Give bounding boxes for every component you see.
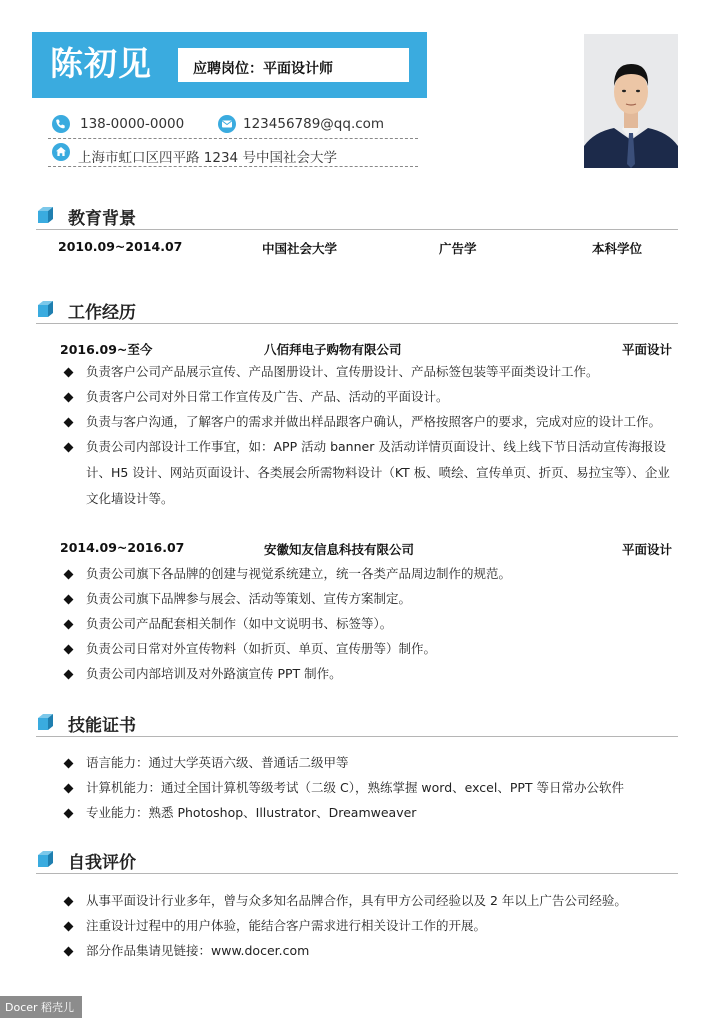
- phone-icon: [52, 115, 70, 133]
- job-role: 平面设计: [622, 342, 673, 357]
- profile-photo: [584, 34, 678, 168]
- bullet-diamond-icon: [64, 809, 74, 819]
- bullet-diamond-icon: [64, 570, 74, 580]
- section-title-self-evaluation: 自我评价: [68, 853, 136, 873]
- list-item: 语言能力：通过大学英语六级、普通话二级甲等: [86, 755, 349, 770]
- watermark-text: Docer 稻壳儿: [5, 1001, 75, 1014]
- bullet-diamond-icon: [64, 784, 74, 794]
- job-period: 2016.09~至今: [60, 342, 153, 357]
- list-item: 负责公司旗下各品牌的创建与视觉系统建立，统一各类产品周边制作的规范。: [86, 566, 512, 581]
- bullet-diamond-icon: [64, 670, 74, 680]
- list-item: 从事平面设计行业多年，曾与众多知名品牌合作，具有甲方公司经验以及 2 年以上广告公司经验。: [86, 893, 627, 908]
- cube-icon: [36, 205, 54, 223]
- section-divider: [36, 873, 678, 874]
- education-school: 中国社会大学: [262, 241, 338, 256]
- education-degree: 本科学位: [592, 241, 643, 256]
- cube-icon: [36, 849, 54, 867]
- bullet-diamond-icon: [64, 595, 74, 605]
- job-company: 安徽知友信息科技有限公司: [264, 542, 415, 557]
- list-item: 负责客户公司产品展示宣传、产品图册设计、宣传册设计、产品标签包装等平面类设计工作。: [86, 364, 599, 379]
- section-divider: [36, 736, 678, 737]
- list-item: 负责与客户沟通，了解客户的需求并做出样品跟客户确认，严格按照客户的要求，完成对应的设计工作。: [86, 414, 662, 429]
- list-item: 负责公司日常对外宣传物料（如折页、单页、宣传册等）制作。: [86, 641, 437, 656]
- job-role: 平面设计: [622, 542, 673, 557]
- applied-position: 应聘岗位：平面设计师: [193, 61, 333, 77]
- education-period: 2010.09~2014.07: [58, 239, 183, 254]
- job-company: 八佰拜电子购物有限公司: [264, 342, 402, 357]
- home-icon: [52, 143, 70, 161]
- bullet-diamond-icon: [64, 620, 74, 630]
- bullet-diamond-icon: [64, 947, 74, 957]
- candidate-name: 陈初见: [50, 44, 152, 83]
- list-item: 负责公司内部设计工作事宜，如：APP 活动 banner 及活动详情页面设计、线上线下节日活动宣传海报设计、H5 设计、网站页面设计、各类展会所需物料设计（KT 板、喷绘、宣传单页、折页、易拉宝等）、企业文化墙设计等。: [86, 439, 670, 506]
- list-item: 部分作品集请见链接：www.docer.com: [86, 943, 310, 958]
- list-item: 负责客户公司对外日常工作宣传及广告、产品、活动的平面设计。: [86, 389, 449, 404]
- section-title-work: 工作经历: [68, 303, 136, 323]
- section-title-education: 教育背景: [68, 209, 136, 229]
- list-item: 负责公司内部培训及对外路演宣传 PPT 制作。: [86, 666, 342, 681]
- job-period: 2014.09~2016.07: [60, 540, 185, 555]
- address-divider: [48, 166, 418, 167]
- list-item: 计算机能力：通过全国计算机等级考试（二级 C），熟练掌握 word、excel、PPT 等日常办公软件: [86, 780, 625, 795]
- section-divider: [36, 229, 678, 230]
- education-major: 广告学: [439, 241, 477, 256]
- list-item: 负责公司旗下品牌参与展会、活动等策划、宣传方案制定。: [86, 591, 412, 606]
- bullet-diamond-icon: [64, 418, 74, 428]
- bullet-diamond-icon: [64, 759, 74, 769]
- section-title-skills: 技能证书: [68, 716, 136, 736]
- bullet-diamond-icon: [64, 645, 74, 655]
- contact-divider: [48, 138, 418, 139]
- cube-icon: [36, 299, 54, 317]
- section-divider: [36, 323, 678, 324]
- bullet-diamond-icon: [64, 443, 74, 453]
- phone-number: 138-0000-0000: [80, 116, 185, 132]
- home-address: 上海市虹口区四平路 1234 号中国社会大学: [78, 150, 337, 166]
- list-item: 负责公司产品配套相关制作（如中文说明书、标签等）。: [86, 616, 393, 631]
- cube-icon: [36, 712, 54, 730]
- bullet-diamond-icon: [64, 368, 74, 378]
- bullet-diamond-icon: [64, 393, 74, 403]
- bullet-diamond-icon: [64, 922, 74, 932]
- bullet-diamond-icon: [64, 897, 74, 907]
- list-item: 专业能力：熟悉 Photoshop、Illustrator、Dreamweaver: [86, 805, 417, 820]
- list-item: 注重设计过程中的用户体验，能结合客户需求进行相关设计工作的开展。: [86, 918, 487, 933]
- mail-icon: [218, 115, 236, 133]
- email-address: 123456789@qq.com: [243, 116, 385, 132]
